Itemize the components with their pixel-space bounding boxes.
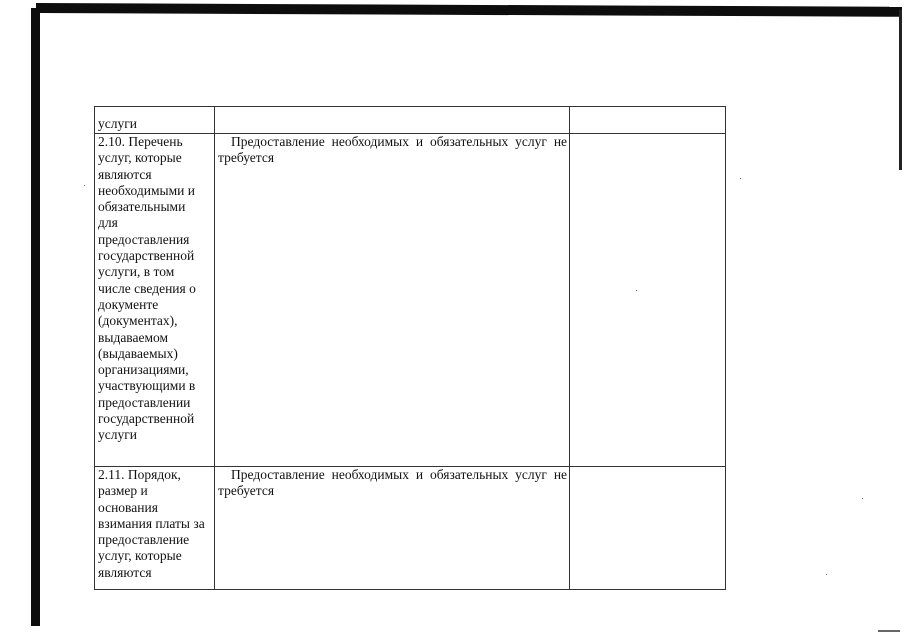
table-cell-extra xyxy=(570,467,726,590)
row-label: 2.11. Порядок, размер и основания взимания платы за предоставление услуг, которые являются xyxy=(98,467,205,580)
scan-edge-right xyxy=(899,10,902,170)
table-cell-content xyxy=(215,134,570,467)
table-cell-extra xyxy=(570,134,726,467)
scan-speck xyxy=(826,574,827,575)
table-row xyxy=(95,107,726,134)
table-cell-label xyxy=(95,134,215,467)
table-cell-label xyxy=(95,467,215,590)
row-content: Предоставление необходимых и обязательных услуг не требуется xyxy=(218,134,568,166)
row-content: Предоставление необходимых и обязательных услуг не требуется xyxy=(218,467,568,499)
table-row xyxy=(95,467,726,590)
scan-corner-mark xyxy=(878,630,900,632)
row-label: услуги xyxy=(98,116,137,131)
table-cell-content xyxy=(215,107,570,134)
services-table xyxy=(94,106,726,590)
row-label: 2.10. Перечень услуг, которые являются необходимыми и обязательными для предоставления государственной услуги, в том числе сведения о документе (документах), выдаваемом (выдаваемых) организациями, участвующими в предоставлении государственной услуги xyxy=(98,134,196,443)
table-cell-extra xyxy=(570,107,726,134)
scan-speck xyxy=(862,498,863,499)
scan-edge-top xyxy=(36,3,902,17)
table-cell-content xyxy=(215,467,570,590)
scan-speck xyxy=(740,178,741,179)
scan-edge-left xyxy=(31,8,40,626)
scan-speck xyxy=(84,185,85,186)
table-cell-label xyxy=(95,107,215,134)
table-row xyxy=(95,134,726,467)
